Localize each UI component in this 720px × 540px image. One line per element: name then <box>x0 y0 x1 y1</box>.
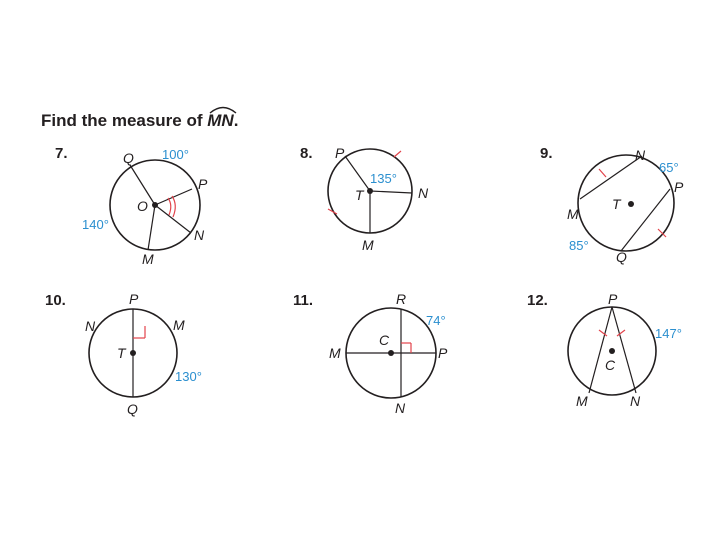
problem-number: 12. <box>527 292 548 309</box>
problem-9 <box>540 145 720 285</box>
label-C: C <box>379 332 390 348</box>
problem-number: 9. <box>540 145 553 162</box>
problem-11 <box>293 292 523 432</box>
label-M: M <box>329 345 341 361</box>
measure-label: 130° <box>175 369 202 384</box>
segment-ON <box>155 205 191 233</box>
measure-label: 85° <box>569 238 589 253</box>
problem-7 <box>55 145 285 285</box>
center-point <box>388 350 394 356</box>
circle-diagram-8 <box>300 145 530 285</box>
segment-OP <box>155 189 192 205</box>
label-P: P <box>335 145 345 161</box>
label-Q: Q <box>127 401 138 417</box>
chord-PQ <box>621 189 670 251</box>
label-M: M <box>576 393 588 409</box>
label-N: N <box>635 147 646 163</box>
label-M: M <box>567 206 579 222</box>
label-M: M <box>142 251 154 267</box>
chord-PN <box>612 307 636 393</box>
congruence-tick <box>599 169 606 177</box>
circle-diagram-10 <box>45 292 275 432</box>
label-P: P <box>674 179 684 195</box>
congruence-tick <box>394 151 401 157</box>
label-C: C <box>605 357 616 373</box>
measure-label: 65° <box>659 160 679 175</box>
segment-OM <box>148 205 155 250</box>
label-N: N <box>630 393 641 409</box>
problem-number: 10. <box>45 292 66 309</box>
measure-label: 147° <box>655 326 682 341</box>
segment-TN <box>370 191 412 193</box>
label-T: T <box>612 196 621 212</box>
page-title <box>41 111 238 131</box>
problem-12 <box>527 292 720 432</box>
problem-number: 7. <box>55 145 68 162</box>
label-R: R <box>396 291 407 307</box>
problem-10 <box>45 292 275 432</box>
measure-label: 135° <box>370 171 397 186</box>
center-point <box>152 202 158 208</box>
label-N: N <box>418 185 429 201</box>
title-prefix: Find the measure of <box>41 111 208 130</box>
label-P: P <box>438 345 448 361</box>
circle-diagram-11 <box>293 292 523 432</box>
label-M: M <box>362 237 374 253</box>
problem-number: 11. <box>293 292 314 309</box>
measure-label: 100° <box>162 147 189 162</box>
arc-symbol-icon <box>208 104 240 114</box>
label-O: O <box>137 198 148 214</box>
arc-notation <box>207 111 233 131</box>
angle-arc-mark <box>168 198 171 215</box>
problem-number: 8. <box>300 145 313 162</box>
center-point <box>609 348 615 354</box>
circle-diagram-12 <box>527 292 717 432</box>
label-P: P <box>129 291 139 307</box>
center-point <box>130 350 136 356</box>
label-M: M <box>173 317 185 333</box>
label-Q: Q <box>123 150 134 166</box>
circle-diagram-7 <box>55 145 285 285</box>
label-P: P <box>198 176 208 192</box>
title-arc: MN <box>207 111 234 130</box>
label-T: T <box>117 345 126 361</box>
center-point <box>367 188 373 194</box>
label-Q: Q <box>616 249 627 265</box>
angle-arc-mark <box>172 196 175 217</box>
label-N: N <box>395 400 406 416</box>
problem-8 <box>300 145 530 285</box>
label-N: N <box>194 227 205 243</box>
label-P: P <box>608 291 618 307</box>
measure-label: 140° <box>82 217 109 232</box>
label-N: N <box>85 318 96 334</box>
label-T: T <box>355 187 364 203</box>
chord-PM <box>589 307 612 393</box>
chord-MN <box>580 156 642 199</box>
center-point <box>628 201 634 207</box>
measure-label: 74° <box>426 313 446 328</box>
segment-TP <box>345 156 370 191</box>
title-suffix: . <box>233 111 239 130</box>
circle-diagram-9 <box>540 145 720 285</box>
